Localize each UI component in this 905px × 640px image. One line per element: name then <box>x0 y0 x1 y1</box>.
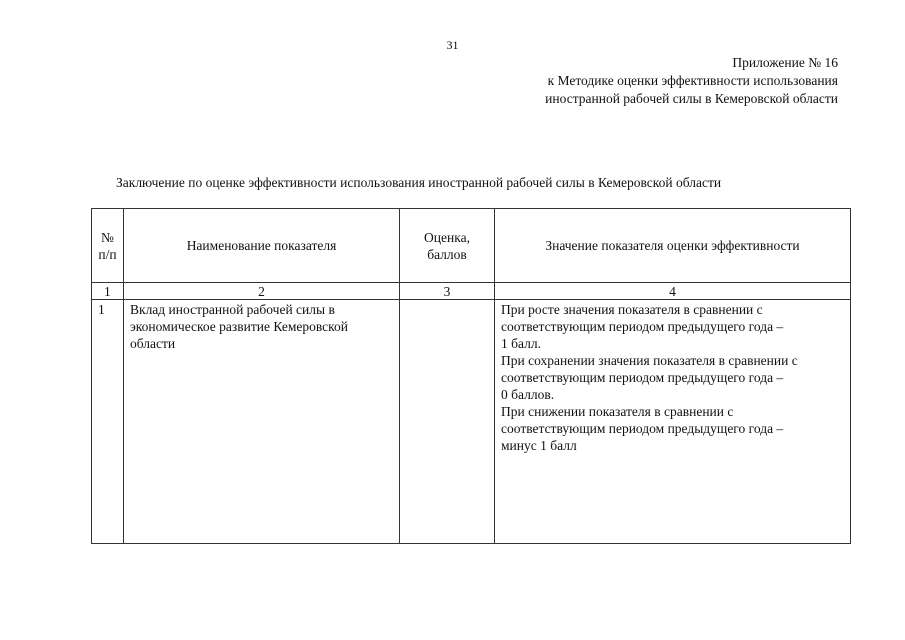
table-row <box>92 300 851 544</box>
row-value-line: соответствующим периодом предыдущего года – <box>501 421 784 436</box>
header-number-line-1: № <box>101 229 114 245</box>
header-number-line-2: п/п <box>98 246 117 262</box>
column-number-4: 4 <box>495 283 851 300</box>
row-score <box>400 300 495 544</box>
row-indicator-value <box>495 300 851 544</box>
row-value-line: При снижении показателя в сравнении с <box>501 404 734 419</box>
header-number <box>92 209 124 283</box>
row-value-line: соответствующим периодом предыдущего года – <box>501 370 784 385</box>
row-name-line: экономическое развитие Кемеровской <box>130 319 348 334</box>
row-value-line: минус 1 балл <box>501 438 577 453</box>
row-indicator-name <box>124 300 400 544</box>
row-name-line: области <box>130 336 176 351</box>
row-value-line: При сохранении значения показателя в сравнении с <box>501 353 798 368</box>
header-indicator-name-text: Наименование показателя <box>186 238 337 253</box>
header-indicator-value <box>495 209 851 283</box>
appendix-line-2: к Методике оценки эффективности использования <box>547 73 838 88</box>
column-number-3: 3 <box>400 283 495 300</box>
document-title: Заключение по оценке эффективности использования иностранной рабочей силы в Кемеровской области <box>116 175 722 190</box>
column-number-1: 1 <box>92 283 124 300</box>
header-score <box>400 209 495 283</box>
column-numbers-row <box>92 283 851 300</box>
assessment-table <box>91 208 851 544</box>
row-value-line: 1 балл. <box>501 336 541 351</box>
page-number: 31 <box>446 38 459 52</box>
appendix-header <box>545 54 838 108</box>
appendix-line-3: иностранной рабочей силы в Кемеровской области <box>545 91 838 106</box>
table-header-row <box>92 209 851 283</box>
header-indicator-value-text: Значение показателя оценки эффективности <box>545 238 800 253</box>
row-number: 1 <box>92 300 124 544</box>
row-value-line: соответствующим периодом предыдущего года – <box>501 319 784 334</box>
header-score-line-2: баллов <box>427 246 467 262</box>
row-name-line: Вклад иностранной рабочей силы в <box>130 302 335 317</box>
column-number-2: 2 <box>124 283 400 300</box>
row-value-line: При росте значения показателя в сравнении с <box>501 302 763 317</box>
appendix-line-1: Приложение № 16 <box>732 55 838 70</box>
row-value-line: 0 баллов. <box>501 387 555 402</box>
header-score-line-1: Оценка, <box>424 229 470 245</box>
header-indicator-name <box>124 209 400 283</box>
